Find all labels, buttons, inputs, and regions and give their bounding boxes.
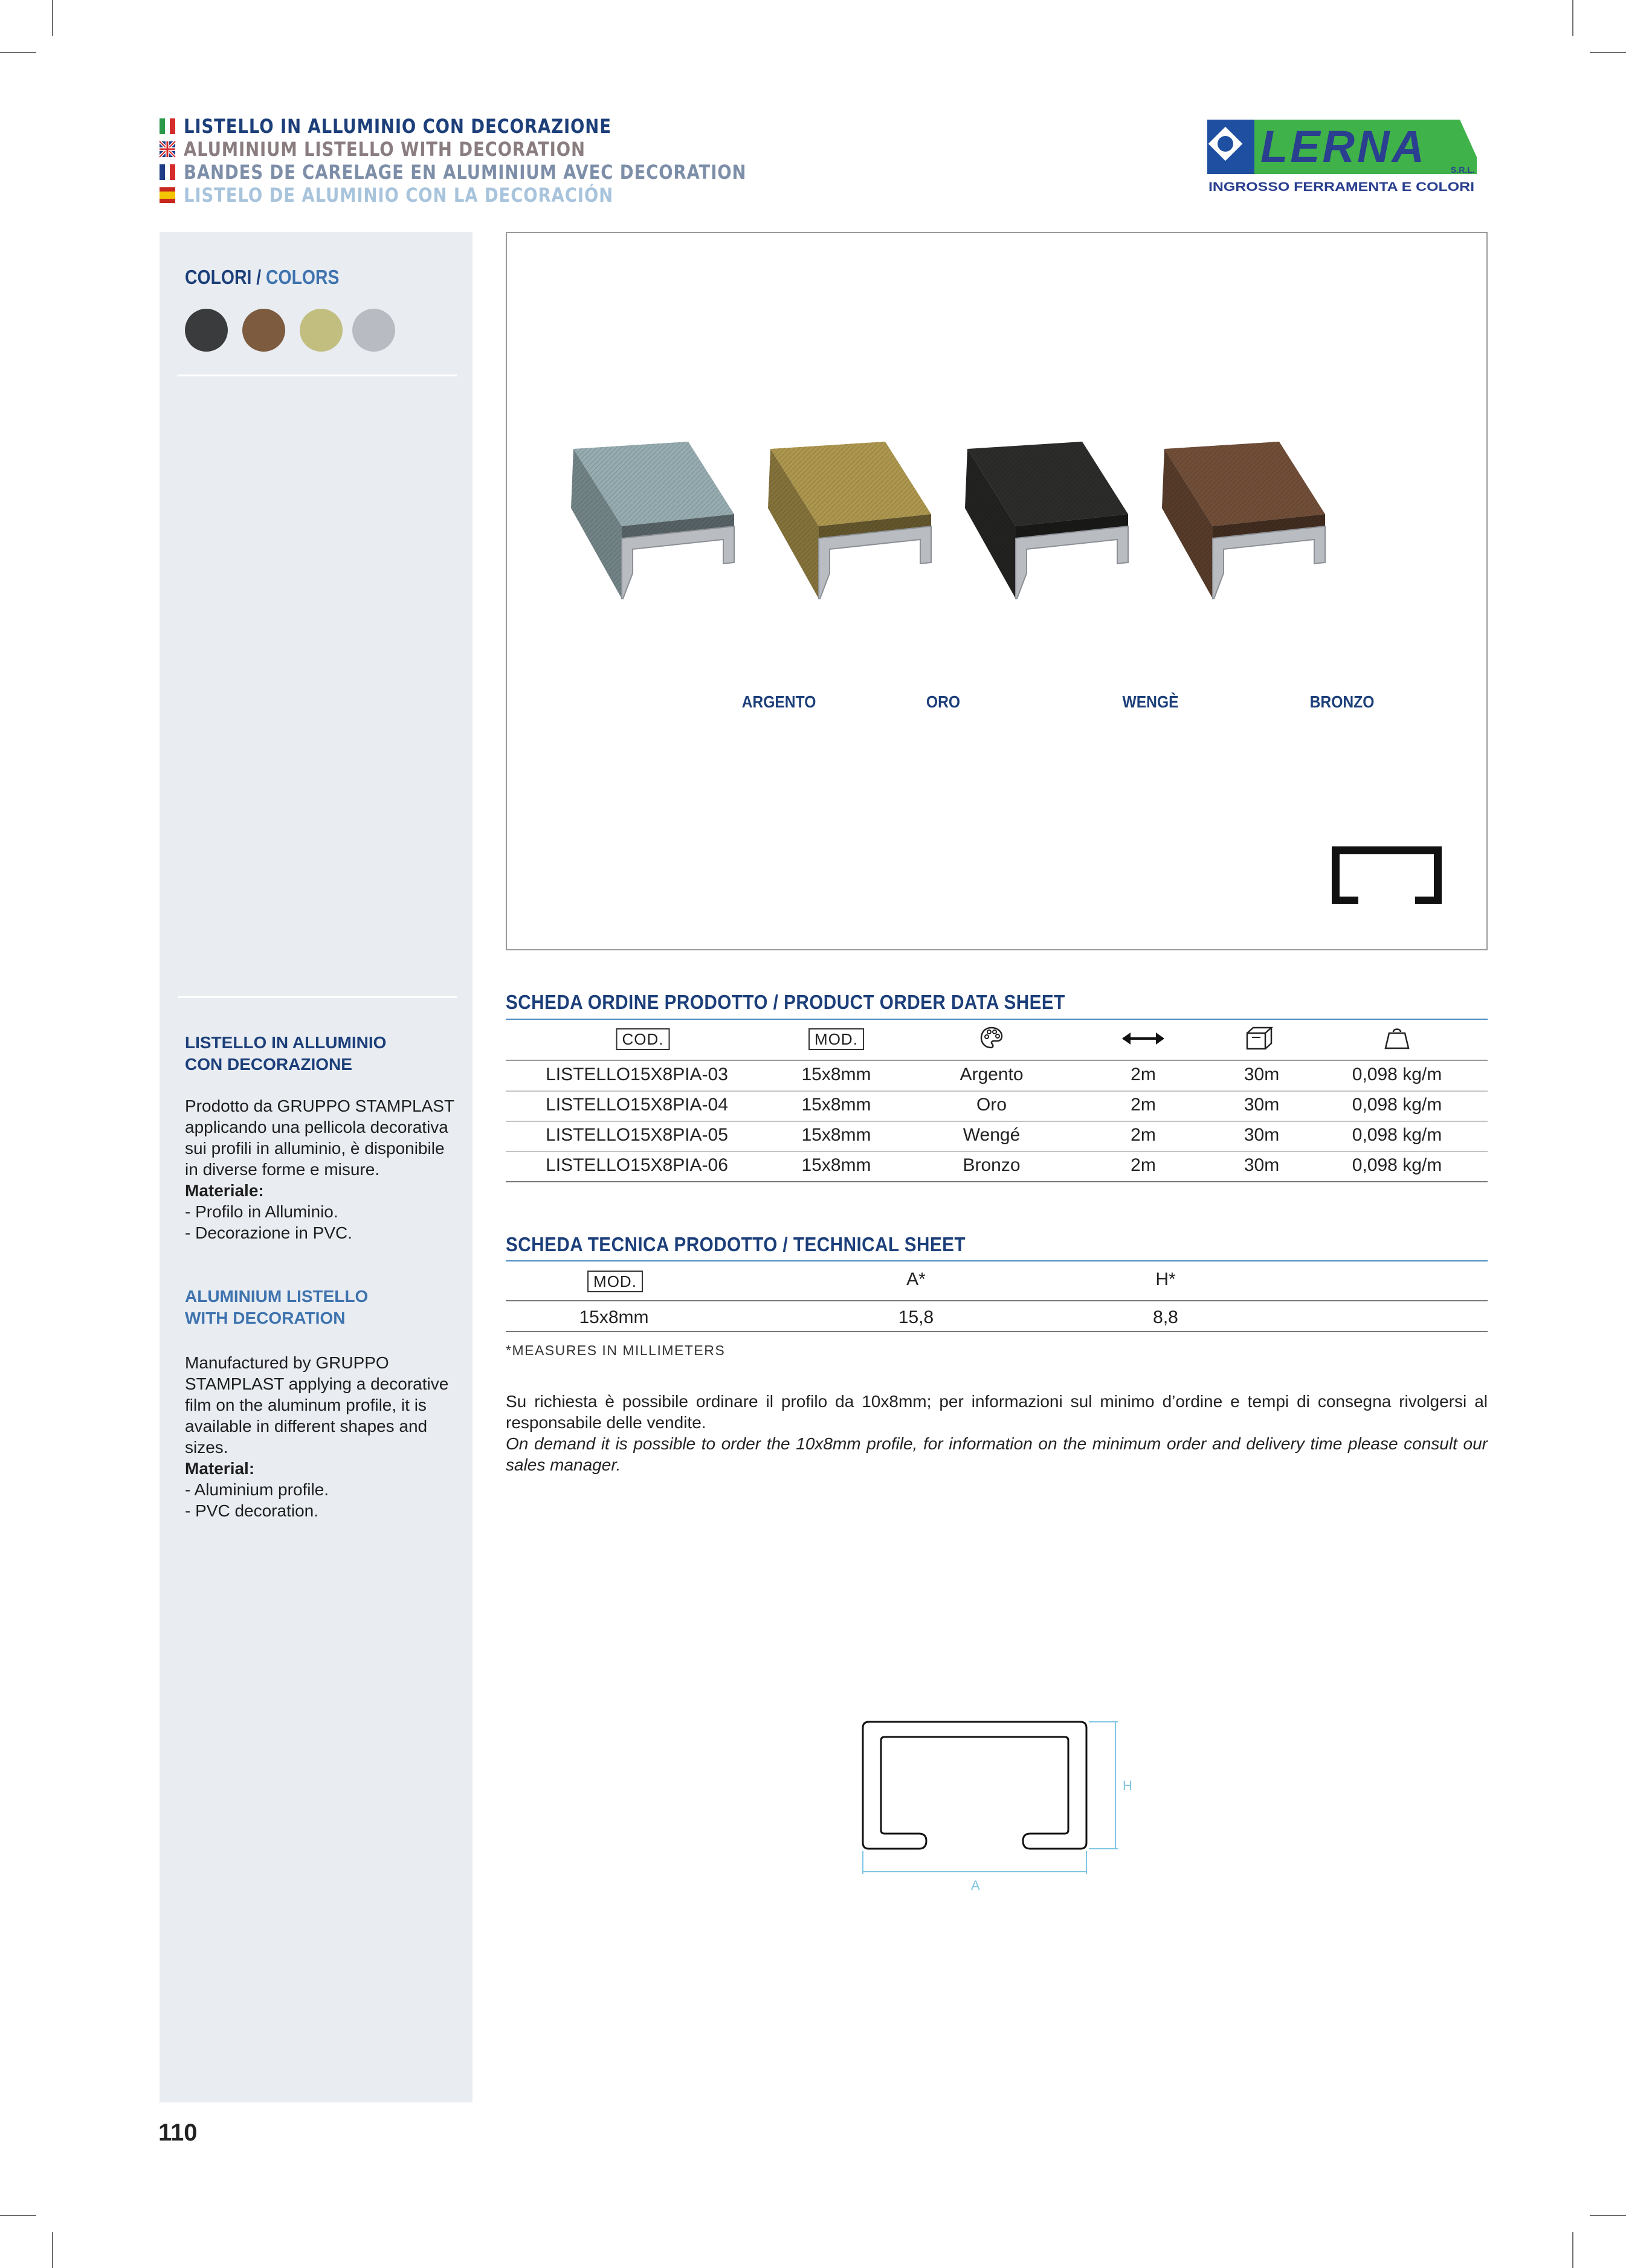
- length-arrow-icon: [1121, 1031, 1166, 1049]
- box-icon: [1244, 1026, 1280, 1054]
- weight-icon: [1383, 1026, 1411, 1053]
- tech-sheet-top-rule: [506, 1260, 1488, 1261]
- color-swatch-dark-grey: [185, 309, 228, 352]
- tech-cell-h: 8,8: [1153, 1307, 1178, 1327]
- order-cell-mod: 15x8mm: [801, 1125, 871, 1145]
- tech-header-mod: MOD.: [587, 1271, 643, 1292]
- material-label-en: Material:: [185, 1459, 255, 1478]
- sidebar-divider: [178, 996, 457, 998]
- france-flag-icon: [160, 164, 175, 180]
- tech-header-a: A*: [906, 1269, 926, 1289]
- material-item-it: - Decorazione in PVC.: [185, 1223, 353, 1242]
- profile-section-icon: [1332, 846, 1442, 904]
- header-cod: COD.: [616, 1028, 670, 1050]
- order-cell-weight: 0,098 kg/m: [1352, 1125, 1442, 1145]
- table-row-divider: [506, 1091, 1488, 1092]
- sidebar-heading-it-line2: CON DECORAZIONE: [185, 1055, 352, 1074]
- uk-flag-icon: [160, 141, 175, 157]
- colors-title-sep: /: [251, 266, 266, 288]
- availability-note-it: Su richiesta è possibile ordinare il profilo da 10x8mm; per informazioni sul minimo d’ordine e tempi di consegna rivolgersi al responsabile delle vendite.: [506, 1392, 1488, 1432]
- title-en: [160, 138, 838, 161]
- material-label-it: Materiale:: [185, 1181, 264, 1200]
- logo-name: LERNA: [1260, 121, 1427, 172]
- order-cell-cod: LISTELLO15X8PIA-05: [546, 1125, 728, 1145]
- crop-mark: [52, 0, 53, 36]
- multilingual-titles: [160, 115, 838, 207]
- tech-header-h: H*: [1155, 1269, 1176, 1289]
- order-cell-length: 2m: [1131, 1095, 1156, 1115]
- profile-wenge: [965, 442, 1128, 599]
- product-profiles-illustration: [507, 233, 1486, 949]
- width-dimension-line: [863, 1851, 1086, 1874]
- tech-cell-a: 15,8: [898, 1307, 934, 1327]
- color-swatch-gold: [300, 309, 343, 352]
- order-sheet-title: SCHEDA ORDINE PRODOTTO / PRODUCT ORDER DATA SHEET: [506, 991, 1065, 1013]
- logo-tagline: INGROSSO FERRAMENTA E COLORI: [1208, 180, 1474, 194]
- order-cell-pack: 30m: [1244, 1065, 1280, 1084]
- sidebar-description-it: [185, 1095, 457, 1243]
- title-fr-text: BANDES DE CARELAGE EN ALUMINIUM AVEC DECORATION: [184, 161, 747, 184]
- order-cell-weight: 0,098 kg/m: [1352, 1095, 1442, 1115]
- finish-label-bronzo: BRONZO: [1309, 692, 1375, 711]
- company-logo: [1206, 120, 1478, 196]
- material-item-en: - PVC decoration.: [185, 1501, 318, 1520]
- title-fr: [160, 161, 838, 184]
- sidebar-heading-en-line2: WITH DECORATION: [185, 1309, 346, 1327]
- table-row-divider: [506, 1151, 1488, 1152]
- tech-sheet-title: SCHEDA TECNICA PRODOTTO / TECHNICAL SHEET: [506, 1233, 966, 1255]
- order-cell-length: 2m: [1131, 1125, 1156, 1145]
- tech-sheet-bottom-rule: [506, 1331, 1488, 1332]
- crop-mark: [1590, 52, 1626, 53]
- sidebar-body-en: Manufactured by GRUPPO STAMPLAST applying a decorative film on the aluminum profile, it is available in different shapes and sizes.: [185, 1353, 449, 1457]
- order-cell-weight: 0,098 kg/m: [1352, 1065, 1442, 1084]
- crop-mark: [0, 2215, 36, 2216]
- finish-label-oro: ORO: [926, 692, 961, 711]
- colors-title: [185, 266, 339, 289]
- sidebar-heading-it: [185, 1032, 386, 1075]
- finish-label-wenge: WENGÈ: [1122, 692, 1179, 711]
- height-dimension-label: H: [1123, 1778, 1132, 1793]
- lerna-logo-graphic: [1206, 120, 1478, 196]
- profile-cross-section: [863, 1722, 1086, 1849]
- colors-title-it: COLORI: [185, 266, 252, 288]
- material-item-en: - Aluminium profile.: [185, 1480, 329, 1499]
- order-cell-mod: 15x8mm: [801, 1155, 871, 1175]
- tech-cell-mod: 15x8mm: [579, 1307, 649, 1327]
- order-cell-cod: LISTELLO15X8PIA-06: [546, 1155, 728, 1175]
- page-number: 110: [158, 2119, 198, 2146]
- crop-mark: [1572, 0, 1573, 36]
- color-swatch-silver: [352, 309, 395, 352]
- title-en-text: ALUMINIUM LISTELLO WITH DECORATION: [184, 138, 586, 161]
- order-cell-color: Bronzo: [963, 1155, 1021, 1175]
- order-cell-length: 2m: [1131, 1065, 1156, 1084]
- crop-mark: [0, 52, 36, 53]
- title-it-text: LISTELLO IN ALLUMINIO CON DECORAZIONE: [184, 115, 611, 138]
- profile-argento: [571, 442, 734, 599]
- order-cell-pack: 30m: [1244, 1155, 1280, 1175]
- profile-bronzo: [1162, 442, 1325, 599]
- colors-title-en: COLORS: [266, 266, 340, 288]
- sidebar-heading-en-line1: ALUMINIUM LISTELLO: [185, 1287, 369, 1306]
- logo-suffix: S.R.L.: [1451, 165, 1475, 175]
- sidebar-heading-en: [185, 1286, 368, 1329]
- crop-mark: [1572, 2232, 1573, 2268]
- header-mod: MOD.: [808, 1028, 864, 1050]
- height-dimension-line: [1089, 1722, 1118, 1849]
- order-cell-mod: 15x8mm: [801, 1095, 871, 1115]
- sidebar-heading-it-line1: LISTELLO IN ALLUMINIO: [185, 1033, 387, 1052]
- title-es: [160, 184, 838, 207]
- product-image-frame: [506, 232, 1488, 950]
- width-dimension-label: A: [971, 1878, 980, 1893]
- italy-flag-icon: [160, 118, 175, 134]
- tech-sheet-header-rule: [506, 1300, 1488, 1301]
- sidebar-body-it: Prodotto da GRUPPO STAMPLAST applicando una pellicola decorativa sui profili in alluminio, è disponibile in diverse forme e misure.: [185, 1097, 454, 1179]
- sidebar-divider: [178, 375, 457, 376]
- crop-mark: [52, 2232, 53, 2268]
- order-cell-length: 2m: [1131, 1155, 1156, 1175]
- order-cell-weight: 0,098 kg/m: [1352, 1155, 1442, 1175]
- availability-note-en: On demand it is possible to order the 10x8mm profile, for information on the minimum order and delivery time please consult our sales manager.: [506, 1434, 1488, 1474]
- order-sheet-top-rule: [506, 1019, 1488, 1020]
- measures-note: *MEASURES IN MILLIMETERS: [506, 1342, 726, 1358]
- finish-label-argento: ARGENTO: [741, 692, 816, 711]
- order-sheet-header-rule: [506, 1060, 1488, 1061]
- material-item-it: - Profilo in Alluminio.: [185, 1202, 338, 1221]
- sidebar-description-en: [185, 1352, 457, 1521]
- table-row-divider: [506, 1121, 1488, 1122]
- crop-mark: [1590, 2215, 1626, 2216]
- technical-drawing: [852, 1716, 1130, 1897]
- order-cell-pack: 30m: [1244, 1125, 1280, 1145]
- profile-oro: [768, 442, 931, 599]
- order-cell-color: Wengé: [963, 1125, 1021, 1145]
- palette-icon: [979, 1026, 1004, 1053]
- order-cell-color: Oro: [976, 1095, 1007, 1115]
- title-es-text: LISTELO DE ALUMINIO CON LA DECORACIÓN: [184, 184, 614, 207]
- title-it: [160, 115, 838, 138]
- order-cell-mod: 15x8mm: [801, 1065, 871, 1084]
- order-cell-cod: LISTELLO15X8PIA-03: [546, 1065, 728, 1084]
- spain-flag-icon: [160, 187, 175, 203]
- order-cell-cod: LISTELLO15X8PIA-04: [546, 1095, 728, 1115]
- table-row-divider: [506, 1181, 1488, 1182]
- order-cell-color: Argento: [960, 1065, 1024, 1084]
- color-swatch-brown: [242, 309, 285, 352]
- order-cell-pack: 30m: [1244, 1095, 1280, 1115]
